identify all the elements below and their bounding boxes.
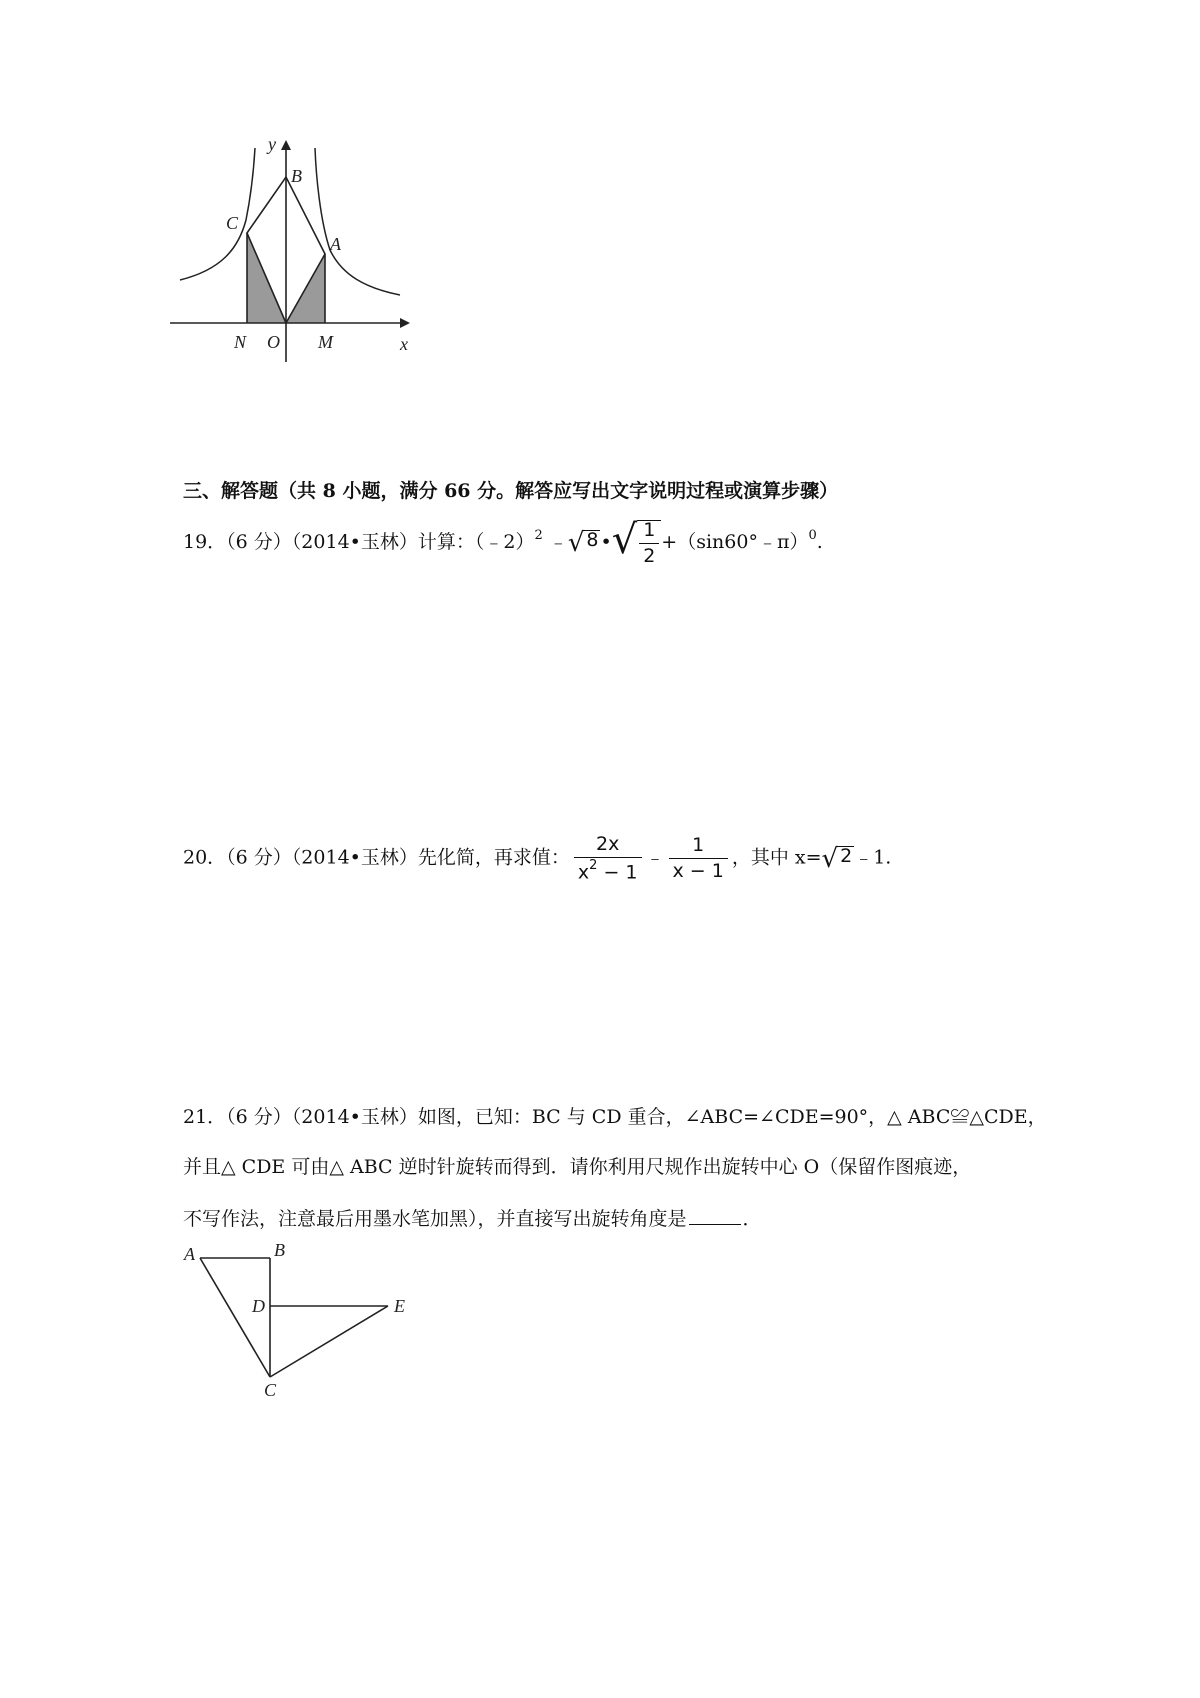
figure-hyperbola-diagram [160, 130, 460, 370]
label-d: D [252, 1296, 265, 1316]
hyperbola-left-branch [180, 148, 255, 280]
radical-icon: √ [821, 843, 839, 874]
y-axis-arrow [281, 140, 291, 150]
label-a: A [184, 1244, 195, 1264]
label-o: O [267, 332, 280, 352]
label-x: x [400, 334, 408, 354]
q20-frac2-den: x − 1 [669, 858, 728, 881]
question-19 [183, 517, 823, 567]
q20-minus: ﹣ [645, 846, 665, 869]
figure-triangles-abc-cde [170, 1240, 420, 1400]
segment-ac [200, 1258, 270, 1377]
q19-end: . [816, 531, 823, 553]
q20-end: ﹣1. [854, 846, 892, 869]
q19-dot: • [600, 531, 612, 553]
sqrt-half [611, 517, 662, 567]
sqrt-2 [821, 843, 855, 874]
question-21-line-1: 21．（6 分）（2014•玉林）如图，已知：BC 与 CD 重合，∠ABC=∠CDE=90°，△ ABC≌△CDE， [183, 1106, 1047, 1128]
sqrt-8-radicand: 8 [584, 530, 600, 556]
x-axis-arrow [400, 318, 410, 328]
q19-exponent-2: 2 [534, 527, 543, 543]
q21-line3-end: ． [742, 1208, 762, 1230]
label-c: C [264, 1380, 277, 1400]
q21-line3-text: 不写作法，注意最后用墨水笔加黑），并直接写出旋转角度是 [183, 1208, 687, 1230]
label-b: B [274, 1240, 285, 1260]
q19-frac-den: 2 [639, 543, 659, 566]
q20-frac2-num: 1 [692, 834, 705, 857]
question-21-line-3 [183, 1208, 762, 1229]
section-heading: 三、解答题（共 8 小题，满分 66 分。解答应写出文字说明过程或演算步骤） [183, 480, 839, 502]
hyperbola-right-branch [315, 148, 400, 295]
label-c: C [226, 213, 239, 233]
label-a: A [330, 234, 341, 254]
q20-frac1-num: 2x [596, 833, 620, 855]
q20-prefix: 20．（6 分）（2014•玉林）先化简，再求值： [183, 846, 570, 869]
segment-ce [270, 1306, 388, 1377]
q19-exponent-0: 0 [808, 527, 817, 543]
label-n: N [234, 332, 247, 352]
q20-mid: ，其中 x= [731, 846, 822, 869]
question-21-line-2: 并且△ CDE 可由△ ABC 逆时针旋转而得到．请你利用尺规作出旋转中心 O（保留作图痕迹， [183, 1156, 972, 1178]
radical-icon: √ [611, 517, 638, 563]
sqrt-2-radicand: 2 [838, 846, 854, 872]
label-m: M [318, 332, 333, 352]
label-b: B [291, 166, 302, 186]
label-y: y [268, 134, 276, 154]
q19-prefix: 19．（6 分）（2014•玉林）计算：（﹣2） [183, 531, 535, 553]
q19-minus: ﹣ [548, 531, 568, 553]
radical-icon: √ [567, 528, 585, 558]
question-20 [183, 835, 891, 882]
q19-frac-num: 1 [643, 519, 656, 541]
sqrt-8 [568, 530, 601, 556]
q20-fraction-2 [669, 836, 728, 881]
sqrt-half-radicand [637, 520, 661, 566]
q19-plus-part: +（sin60°﹣π） [661, 531, 809, 553]
answer-blank[interactable] [689, 1208, 741, 1225]
q20-frac1-den: $x^2 - 1$ [574, 857, 642, 882]
q20-fraction-1 [574, 835, 642, 882]
label-e: E [394, 1296, 405, 1316]
